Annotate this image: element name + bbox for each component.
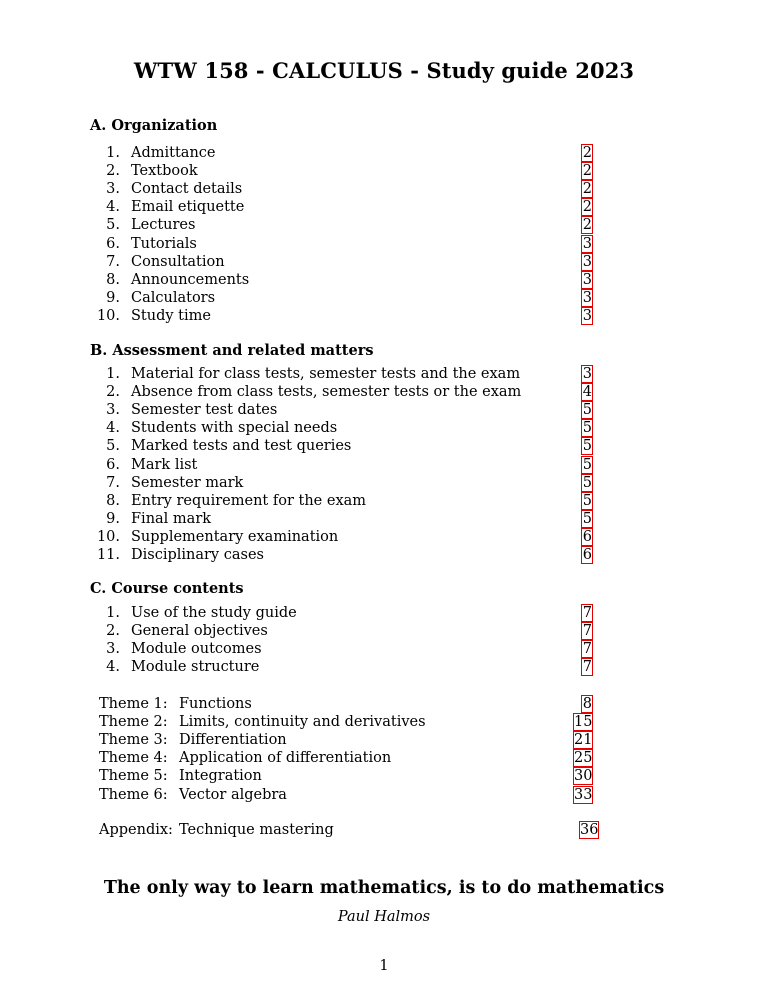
toc-item-label: Tutorials [131, 235, 197, 252]
toc-page-link[interactable]: 7 [582, 605, 592, 621]
toc-page-link[interactable]: 5 [582, 510, 592, 527]
toc-page-link[interactable]: 7 [582, 623, 592, 640]
quote-author: Paul Halmos [337, 909, 431, 925]
theme-key: Theme 5: [99, 768, 168, 785]
toc-item-label: Semester mark [131, 474, 244, 491]
theme-item [90, 786, 592, 804]
toc-page-link[interactable]: 7 [582, 641, 592, 658]
theme-key: Theme 2: [99, 714, 168, 731]
toc-item-label: Module structure [131, 659, 260, 676]
toc-item [90, 253, 592, 271]
toc-item-label: Module outcomes [131, 641, 262, 658]
toc-item-label: Supplementary examination [131, 528, 339, 545]
toc-item-number: 7. [106, 253, 120, 270]
toc-item [90, 640, 592, 658]
toc-item-label: Contact details [131, 181, 243, 198]
appendix-key: Appendix: [99, 822, 173, 838]
toc-item-number: 3. [106, 641, 120, 658]
toc-page-link[interactable]: 4 [582, 384, 592, 401]
toc-item-number: 1. [106, 366, 120, 382]
toc-item-label: Use of the study guide [131, 605, 297, 621]
appendix-page-link[interactable]: 36 [580, 822, 599, 838]
toc-item [90, 162, 592, 180]
toc-item [90, 365, 592, 383]
theme-page-link[interactable]: 33 [574, 786, 593, 803]
toc-item-label: Entry requirement for the exam [131, 492, 367, 509]
toc-item [90, 144, 592, 162]
theme-item [90, 713, 592, 731]
toc-page-link[interactable]: 5 [582, 456, 592, 473]
toc-item-label: Students with special needs [131, 420, 338, 437]
toc-page-link[interactable]: 3 [582, 271, 592, 288]
toc-item-number: 1. [106, 605, 120, 621]
theme-key: Theme 3: [99, 732, 168, 749]
toc-item-number: 8. [106, 492, 120, 509]
toc-item [90, 289, 592, 307]
toc-item [90, 419, 592, 437]
toc-page-link[interactable]: 5 [582, 438, 592, 455]
section-heading-b: B. Assessment and related matters [90, 342, 374, 359]
footer-page-number: 1 [379, 958, 389, 974]
toc-item-label: Final mark [131, 510, 212, 527]
theme-label: Integration [179, 768, 262, 785]
toc-item-label: Consultation [131, 253, 225, 270]
toc-item-number: 9. [106, 510, 120, 527]
toc-item-number: 6. [106, 235, 120, 252]
theme-label: Application of differentiation [179, 750, 392, 767]
toc-item-label: Admittance [131, 145, 216, 161]
toc-page-link[interactable]: 2 [582, 181, 592, 198]
toc-page-link[interactable]: 3 [582, 366, 592, 382]
theme-label: Vector algebra [179, 786, 287, 803]
toc-item [90, 216, 592, 234]
toc-item-label: Semester test dates [131, 402, 278, 419]
toc-page-link[interactable]: 2 [582, 199, 592, 216]
toc-item-number: 8. [106, 271, 120, 288]
toc-page-link[interactable]: 6 [582, 547, 592, 563]
toc-item-label: General objectives [131, 623, 268, 640]
toc-item-number: 10. [96, 307, 120, 324]
toc-item-label: Lectures [131, 217, 196, 234]
toc-item-number: 3. [106, 181, 120, 198]
toc-item [90, 307, 592, 325]
toc-item [90, 492, 592, 510]
toc-item [90, 456, 592, 474]
toc-item-number: 2. [106, 384, 120, 401]
quote: The only way to learn mathematics, is to do mathematics [103, 878, 665, 898]
toc-item-number: 5. [106, 217, 120, 234]
toc-item [90, 271, 592, 289]
theme-page-link[interactable]: 15 [574, 714, 593, 731]
toc-page-link[interactable]: 5 [582, 492, 592, 509]
toc-item-label: Textbook [131, 163, 198, 180]
toc-item-label: Mark list [131, 456, 198, 473]
toc-page-link[interactable]: 5 [582, 474, 592, 491]
toc-item-number: 2. [106, 623, 120, 640]
theme-item [90, 767, 592, 785]
theme-key: Theme 1: [99, 696, 168, 712]
theme-page-link[interactable]: 21 [574, 732, 593, 749]
theme-page-link[interactable]: 25 [574, 750, 593, 767]
toc-item-label: Disciplinary cases [131, 547, 264, 563]
section-heading-a: A. Organization [90, 117, 218, 134]
toc-item-label: Material for class tests, semester tests and the exam [131, 366, 521, 382]
toc-item-number: 4. [106, 420, 120, 437]
appendix-row [90, 821, 598, 839]
toc-item [90, 658, 592, 676]
toc-page-link[interactable]: 3 [582, 235, 592, 252]
toc-page-link[interactable]: 2 [582, 163, 592, 180]
toc-item [90, 528, 592, 546]
theme-label: Differentiation [179, 732, 287, 749]
toc-item-number: 3. [106, 402, 120, 419]
toc-item-number: 4. [106, 199, 120, 216]
toc-item-label: Announcements [131, 271, 250, 288]
toc-item [90, 383, 592, 401]
toc-item-number: 7. [106, 474, 120, 491]
toc-item-label: Calculators [131, 289, 216, 306]
toc-item-number: 10. [96, 528, 120, 545]
toc-page-link[interactable]: 2 [582, 217, 592, 234]
toc-page-link[interactable]: 5 [582, 420, 592, 437]
toc-item-number: 1. [106, 145, 120, 161]
toc-item [90, 622, 592, 640]
toc-item [90, 180, 592, 198]
document-title: WTW 158 - CALCULUS - Study guide 2023 [133, 58, 635, 83]
toc-item [90, 401, 592, 419]
toc-item-number: 6. [106, 456, 120, 473]
toc-page-link[interactable]: 5 [582, 402, 592, 419]
theme-label: Limits, continuity and derivatives [179, 714, 426, 731]
toc-item-number: 5. [106, 438, 120, 455]
toc-page-link[interactable]: 7 [582, 659, 592, 676]
theme-item [90, 695, 592, 713]
toc-item [90, 235, 592, 253]
toc-page-link[interactable]: 2 [582, 145, 592, 161]
section-heading-c: C. Course contents [90, 580, 244, 597]
toc-item-label: Study time [131, 307, 211, 324]
toc-item-number: 11. [96, 547, 120, 563]
toc-item [90, 198, 592, 216]
theme-key: Theme 4: [99, 750, 168, 767]
theme-item [90, 749, 592, 767]
toc-page-link[interactable]: 3 [582, 307, 592, 324]
toc-item-number: 9. [106, 289, 120, 306]
toc-item [90, 437, 592, 455]
toc-item [90, 604, 592, 622]
theme-page-link[interactable]: 30 [574, 768, 593, 785]
toc-page-link[interactable]: 6 [582, 528, 592, 545]
toc-item-label: Marked tests and test queries [131, 438, 352, 455]
toc-item-label: Email etiquette [131, 199, 245, 216]
toc-item-number: 2. [106, 163, 120, 180]
theme-page-link[interactable]: 8 [582, 696, 592, 712]
toc-page-link[interactable]: 3 [582, 289, 592, 306]
toc-item-number: 4. [106, 659, 120, 676]
appendix-label: Technique mastering [179, 822, 334, 838]
toc-item-label: Absence from class tests, semester tests or the exam [131, 384, 522, 401]
theme-label: Functions [179, 696, 252, 712]
theme-item [90, 731, 592, 749]
toc-item [90, 474, 592, 492]
toc-item [90, 510, 592, 528]
toc-item [90, 546, 592, 564]
toc-page-link[interactable]: 3 [582, 253, 592, 270]
theme-key: Theme 6: [99, 786, 168, 803]
